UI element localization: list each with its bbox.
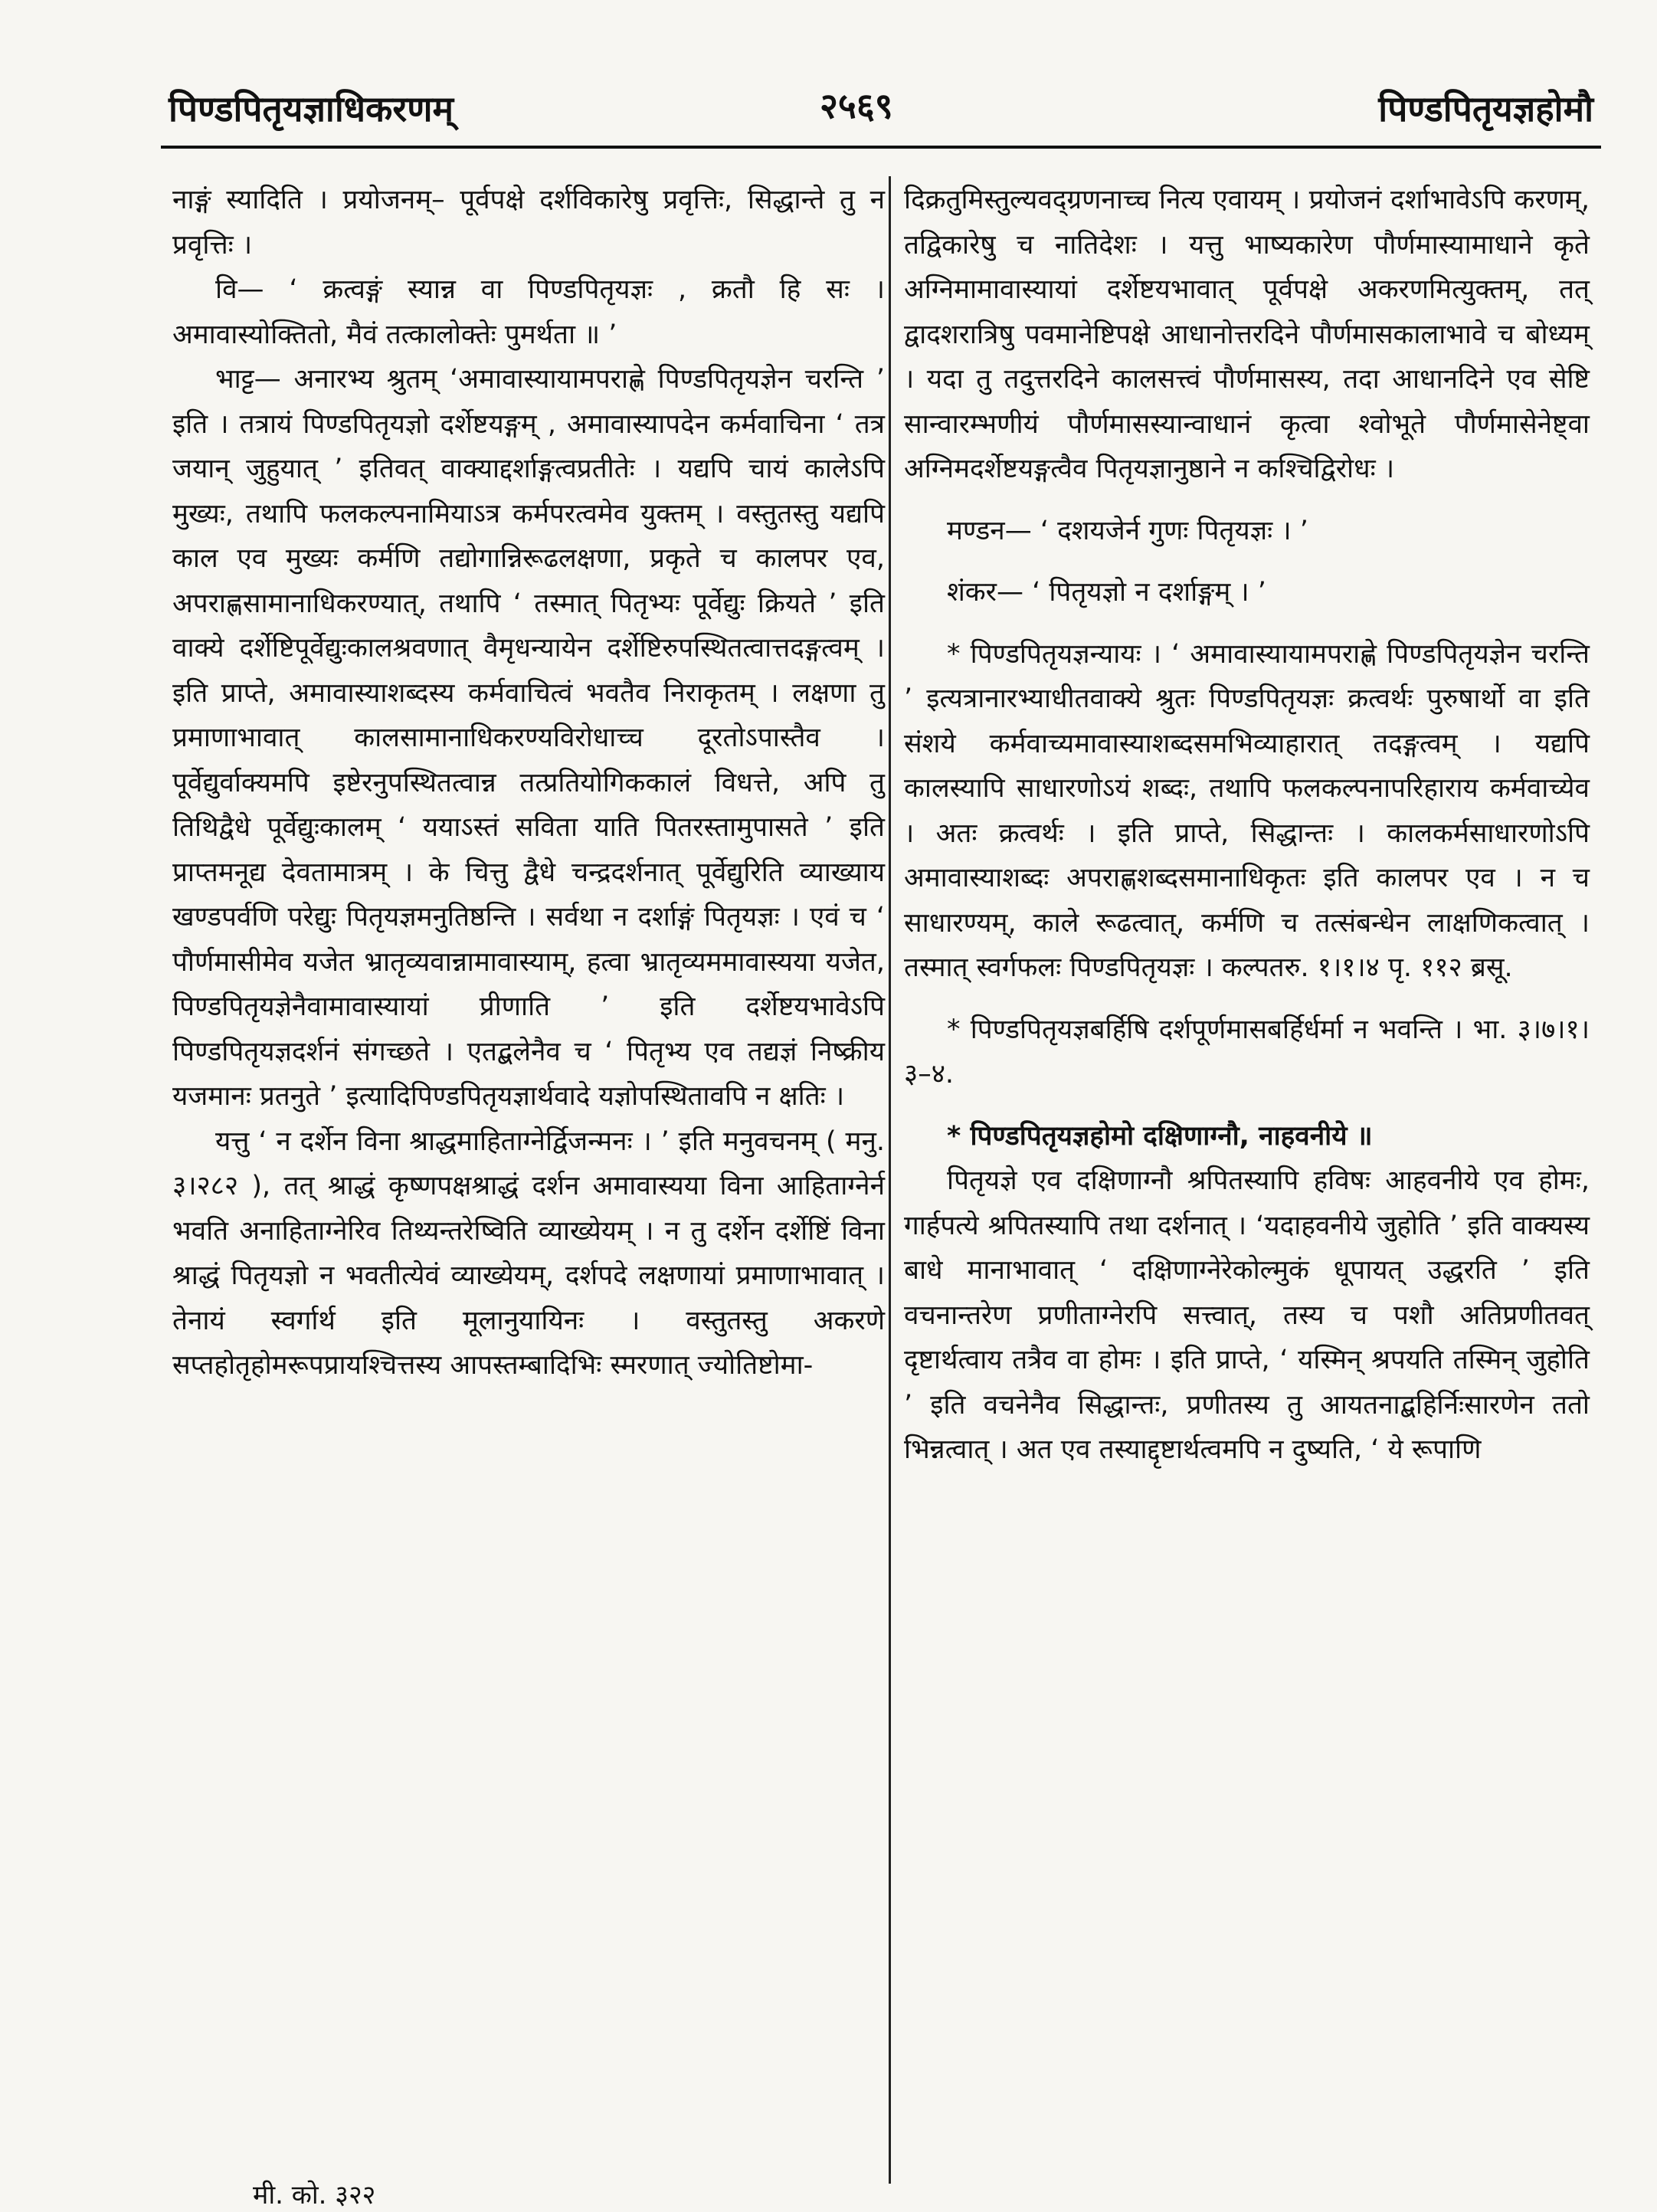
footer-signature: मी. को. ३२२ xyxy=(253,2180,376,2210)
page-number: २५६९ xyxy=(820,85,893,126)
left-paragraph-4: यत्तु ‘ न दर्शेन विना श्राद्धमाहिताग्नेर्द्विजन्मनः । ’ इति मनुवचनम् ( मनु. ३।२८२ ), तत् श्राद्धं कृष्णपक्षश्राद्धं दर्शन अमावास्यया विना आहिताग्नेर्न भवति अनाहिताग्नेरिव तिथ्यन्तरेष्विति व्याख्येयम् । न तु दर्शेन दर्शेष्टिं विना श्राद्धं पितृयज्ञो न भवतीत्येवं व्याख्येयम्, दर्शपदे लक्षणायां प्रमाणाभावात् । तेनायं स्वर्गार्थ इति मूलानुयायिनः । वस्तुतस्तु अकरणे सप्तहोतृहोमरूपप्रायश्चित्तस्य आपस्तम्बादिभिः स्मरणात् ज्योतिष्टोमा- xyxy=(172,1126,885,1381)
right-paragraph-3: शंकर— ‘ पितृयज्ञो न दर्शाङ्गम् । ’ xyxy=(947,577,1266,608)
right-column xyxy=(904,178,1590,1473)
header-rule xyxy=(161,146,1601,149)
column-divider xyxy=(889,176,891,2184)
right-paragraph-1: दिक्रतुमिस्तुल्यवद्ग्रणनाच्च नित्य एवायम् । प्रयोजनं दर्शाभावेऽपि करणम्, तद्विकारेषु च नातिदेशः । यत्तु भाष्यकारेण पौर्णमास्यामाधाने कृते अग्निमामावास्यायां दर्शेष्टयभावात् पूर्वपक्षे अकरणमित्युक्तम्, तत् द्वादशरात्रिषु पवमानेष्टिपक्षे आधानोत्तरदिने पौर्णमासकालाभावे च बोध्यम् । यदा तु तदुत्तरदिने कालसत्त्वं पौर्णमासस्य, तदा आधानदिने एव सेष्टि सान्वारम्भणीयं पौर्णमासस्यान्वाधानं कृत्वा श्वोभूते पौर्णमासेनेष्ट्वा अग्निमदर्शेष्टयङ्गत्वैव पितृयज्ञानुष्ठाने न कश्चिद्विरोधः । xyxy=(904,185,1590,484)
page-header xyxy=(153,77,1593,138)
right-paragraph-5: * पिण्डपितृयज्ञबर्हिषि दर्शपूर्णमासबर्हिर्धर्मा न भवन्ति । भा. ३।७।१।३–४. xyxy=(904,1014,1590,1090)
right-paragraph-6: पितृयज्ञे एव दक्षिणाग्नौ श्रपितस्यापि हविषः आहवनीये एव होमः, गार्हपत्ये श्रपितस्यापि तथा दर्शनात् । ‘यदाहवनीये जुहोति ’ इति वाक्यस्य बाधे मानाभावात् ‘ दक्षिणाग्नेरेकोल्मुकं धूपायत् उद्धरति ’ इति वचनान्तरेण प्रणीताग्नेरपि सत्त्वात्, तस्य च पशौ अतिप्रणीतवत् दृष्टार्थत्वाय तत्रैव वा होमः । इति प्राप्ते, ‘ यस्मिन् श्रपयति तस्मिन् जुहोति ’ इति वचनेनैव सिद्धान्तः, प्रणीतस्य तु आयतनाद्बहिर्निःसारणेन ततो भिन्नत्वात् । अत एव तस्याद्दृष्टार्थत्वमपि न दुष्यति, ‘ ये रूपाणि xyxy=(904,1165,1590,1465)
left-paragraph-2: वि— ‘ क्रत्वङ्गं स्यान्न वा पिण्डपितृयज्ञः , क्रतौ हि सः । अमावास्योक्तितो, मैवं तत्कालोक्तेः पुमर्थता ॥ ’ xyxy=(172,274,885,350)
left-column xyxy=(172,178,885,1388)
right-paragraph-4: * पिण्डपितृयज्ञन्यायः । ‘ अमावास्यायामपराह्णे पिण्डपितृयज्ञेन चरन्ति ’ इत्यत्रानारभ्याधीतवाक्ये श्रुतः पिण्डपितृयज्ञः क्रत्वर्थः पुरुषार्थो वा इति संशये कर्मवाच्यमावास्याशब्दसमभिव्याहारात् तदङ्गत्वम् । यद्यपि कालस्यापि साधारणोऽयं शब्दः, तथापि फलकल्पनापरिहाराय कर्मवाच्येव । अतः क्रत्वर्थः । इति प्राप्ते, सिद्धान्तः । कालकर्मसाधारणोऽपि अमावास्याशब्दः अपराह्णशब्दसमानाधिकृतः इति कालपर एव । न च साधारण्यम्, काले रूढत्वात्, कर्मणि च तत्संबन्धेन लाक्षणिकत्वात् । तस्मात् स्वर्गफलः पिण्डपितृयज्ञः । कल्पतरु. १।१।४ पृ. ११२ ब्रसू. xyxy=(904,638,1590,983)
left-paragraph-3: भाट्ट— अनारभ्य श्रुतम् ‘अमावास्यायामपराह्णे पिण्डपितृयज्ञेन चरन्ति ’ इति । तत्रायं पिण्डपितृयज्ञो दर्शेष्टयङ्गम् , अमावास्यापदेन कर्मवाचिना ‘ तत्र जयान् जुहुयात् ’ इतिवत् वाक्याद्दर्शाङ्गत्वप्रतीतेः । यद्यपि चायं कालेऽपि मुख्यः, तथापि फलकल्पनामियाऽत्र कर्मपरत्वमेव युक्तम् । वस्तुतस्तु यद्यपि काल एव मुख्यः कर्मणि तद्योगान्निरूढलक्षणा, प्रकृते च कालपर एव, अपराह्णसामानाधिकरण्यात्, तथापि ‘ तस्मात् पितृभ्यः पूर्वेद्युः क्रियते ’ इति वाक्ये दर्शेष्टिपूर्वेद्युःकालश्रवणात् वैमृधन्यायेन दर्शेष्टिरुपस्थितत्वात्तदङ्गत्वम् । इति प्राप्ते, अमावास्याशब्दस्य कर्मवाचित्वं भवतैव निराकृतम् । लक्षणा तु प्रमाणाभावात् कालसामानाधिकरण्यविरोधाच्च दूरतोऽपास्तैव । पूर्वेद्युर्वाक्यमपि इष्टेरनुपस्थितत्वान्न तत्प्रतियोगिककालं विधत्ते, अपि तु तिथिद्वैधे पूर्वेद्युःकालम् ‘ ययाऽस्तं सविता याति पितरस्तामुपासते ’ इति प्राप्तमनूद्य देवतामात्रम् । के चित्तु द्वैधे चन्द्रदर्शनात् पूर्वेद्युरिति व्याख्याय खण्डपर्वणि परेद्युः पितृयज्ञमनुतिष्ठन्ति । सर्वथा न दर्शाङ्गं पितृयज्ञः । एवं च ‘ पौर्णमासीमेव यजेत भ्रातृव्यवान्नामावास्याम्, हत्वा भ्रातृव्यममावास्यया यजेत, पिण्डपितृयज्ञेनैवामावास्यायां प्रीणाति ’ इति दर्शेष्टयभावेऽपि पिण्डपितृयज्ञदर्शनं संगच्छते । एतद्बलेनैव च ‘ पितृभ्य एव तद्यज्ञं निष्क्रीय यजमानः प्रतनुते ’ इत्यादिपिण्डपितृयज्ञार्थवादे यज्ञोपस्थितावपि न क्षतिः । xyxy=(172,364,885,1112)
running-title-left: पिण्डपितृयज्ञाधिकरणम् xyxy=(169,88,454,129)
right-heading: * पिण्डपितृयज्ञहोमो दक्षिणाग्नौ, नाहवनीये ॥ xyxy=(947,1120,1373,1152)
right-paragraph-2: मण्डन— ‘ दशयजेर्न गुणः पितृयज्ञः । ’ xyxy=(947,515,1308,546)
running-title-right: पिण्डपितृयज्ञहोमौ xyxy=(1378,88,1593,129)
left-paragraph-1: नाङ्गं स्यादिति । प्रयोजनम्– पूर्वपक्षे दर्शविकारेषु प्रवृत्तिः, सिद्धान्ते तु न प्रवृत्तिः । xyxy=(172,185,885,261)
